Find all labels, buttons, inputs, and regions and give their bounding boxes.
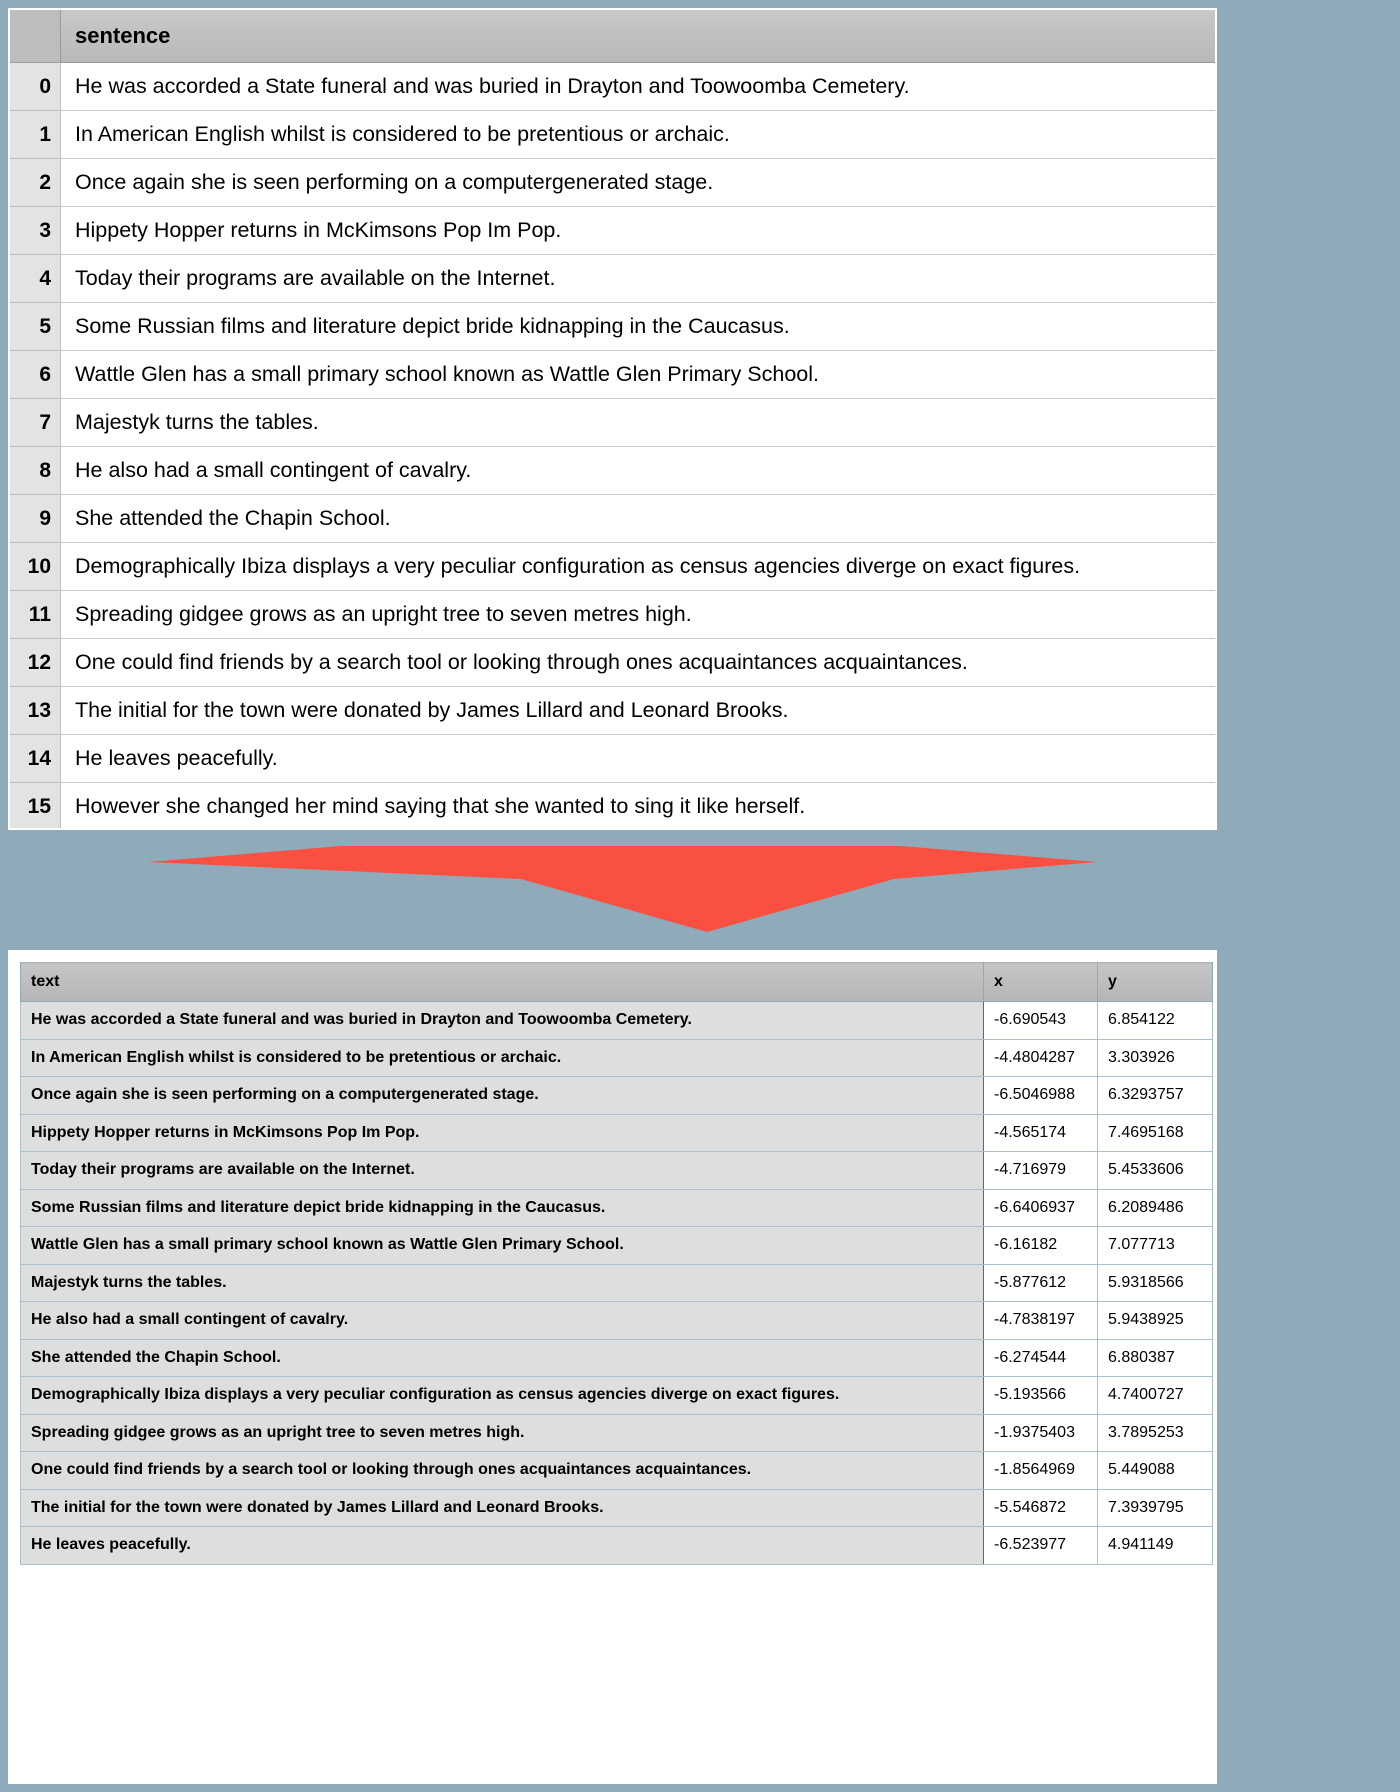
sentence-table-body: [10, 63, 1215, 831]
x-value-cell: -4.4804287: [984, 1039, 1098, 1077]
y-value-cell: 6.854122: [1098, 1002, 1213, 1040]
row-index: 9: [10, 495, 61, 543]
table-row: [21, 1227, 1213, 1265]
y-value-cell: 5.9438925: [1098, 1302, 1213, 1340]
row-index: 10: [10, 543, 61, 591]
text-cell: He was accorded a State funeral and was buried in Drayton and Toowoomba Cemetery.: [21, 1002, 984, 1040]
text-cell: She attended the Chapin School.: [21, 1339, 984, 1377]
coordinates-table-header: [21, 963, 1213, 1002]
y-value-cell: 7.077713: [1098, 1227, 1213, 1265]
sentence-cell: In American English whilst is considered to be pretentious or archaic.: [61, 111, 1216, 159]
text-cell: Spreading gidgee grows as an upright tree to seven metres high.: [21, 1414, 984, 1452]
sentence-cell: Once again she is seen performing on a computergenerated stage.: [61, 159, 1216, 207]
sentence-dataframe: [10, 10, 1215, 830]
x-value-cell: -5.877612: [984, 1264, 1098, 1302]
row-index: 7: [10, 399, 61, 447]
sentence-cell: Hippety Hopper returns in McKimsons Pop Im Pop.: [61, 207, 1216, 255]
y-value-cell: 7.4695168: [1098, 1114, 1213, 1152]
x-value-cell: -4.7838197: [984, 1302, 1098, 1340]
table-row: [10, 63, 1215, 111]
column-header-y: y: [1098, 963, 1213, 1002]
sentence-cell: Demographically Ibiza displays a very peculiar configuration as census agencies diverge on exact figures.: [61, 543, 1216, 591]
text-cell: Demographically Ibiza displays a very peculiar configuration as census agencies diverge on exact figures.: [21, 1377, 984, 1415]
sentence-table-header: [10, 10, 1215, 63]
table-row: [10, 447, 1215, 495]
y-value-cell: 5.449088: [1098, 1452, 1213, 1490]
x-value-cell: -6.5046988: [984, 1077, 1098, 1115]
sentence-cell: Spreading gidgee grows as an upright tree to seven metres high.: [61, 591, 1216, 639]
column-header-x: x: [984, 963, 1098, 1002]
down-arrow-icon: [0, 832, 1400, 944]
coordinates-table-body: [21, 1002, 1213, 1565]
sentence-cell: However she changed her mind saying that she wanted to sing it like herself.: [61, 783, 1216, 831]
y-value-cell: 4.941149: [1098, 1527, 1213, 1565]
y-value-cell: 4.7400727: [1098, 1377, 1213, 1415]
row-index: 12: [10, 639, 61, 687]
row-index: 4: [10, 255, 61, 303]
sentence-cell: Wattle Glen has a small primary school known as Wattle Glen Primary School.: [61, 351, 1216, 399]
table-row: [10, 591, 1215, 639]
y-value-cell: 7.3939795: [1098, 1489, 1213, 1527]
row-index: 13: [10, 687, 61, 735]
row-index: 0: [10, 63, 61, 111]
text-cell: Some Russian films and literature depict bride kidnapping in the Caucasus.: [21, 1189, 984, 1227]
table-row: [21, 1189, 1213, 1227]
arrow-region: [0, 832, 1400, 944]
down-arrow-shape: [148, 846, 1097, 932]
y-value-cell: 3.7895253: [1098, 1414, 1213, 1452]
table-row: [10, 207, 1215, 255]
table-header-row: [21, 963, 1213, 1002]
x-value-cell: -5.193566: [984, 1377, 1098, 1415]
sentence-cell: The initial for the town were donated by James Lillard and Leonard Brooks.: [61, 687, 1216, 735]
table-row: [10, 399, 1215, 447]
sentence-cell: He was accorded a State funeral and was buried in Drayton and Toowoomba Cemetery.: [61, 63, 1216, 111]
x-value-cell: -6.274544: [984, 1339, 1098, 1377]
row-index: 14: [10, 735, 61, 783]
table-row: [21, 1152, 1213, 1190]
column-header-sentence: sentence: [61, 10, 1216, 63]
x-value-cell: -6.6406937: [984, 1189, 1098, 1227]
x-value-cell: -4.716979: [984, 1152, 1098, 1190]
y-value-cell: 6.880387: [1098, 1339, 1213, 1377]
row-index: 15: [10, 783, 61, 831]
x-value-cell: -4.565174: [984, 1114, 1098, 1152]
sentence-cell: Majestyk turns the tables.: [61, 399, 1216, 447]
row-index: 8: [10, 447, 61, 495]
table-row: [10, 543, 1215, 591]
text-cell: Majestyk turns the tables.: [21, 1264, 984, 1302]
y-value-cell: 5.9318566: [1098, 1264, 1213, 1302]
x-value-cell: -6.690543: [984, 1002, 1098, 1040]
table-row: [21, 1264, 1213, 1302]
sentence-cell: She attended the Chapin School.: [61, 495, 1216, 543]
table-row: [10, 303, 1215, 351]
text-cell: In American English whilst is considered to be pretentious or archaic.: [21, 1039, 984, 1077]
y-value-cell: 6.3293757: [1098, 1077, 1213, 1115]
x-value-cell: -6.523977: [984, 1527, 1098, 1565]
table-row: [21, 1302, 1213, 1340]
x-value-cell: -5.546872: [984, 1489, 1098, 1527]
x-value-cell: -1.9375403: [984, 1414, 1098, 1452]
table-row: [21, 1002, 1213, 1040]
table-row: [10, 639, 1215, 687]
sentence-cell: He also had a small contingent of cavalry.: [61, 447, 1216, 495]
table-row: [21, 1527, 1213, 1565]
sentence-cell: He leaves peacefully.: [61, 735, 1216, 783]
row-index: 1: [10, 111, 61, 159]
table-row: [10, 783, 1215, 831]
x-value-cell: -1.8564969: [984, 1452, 1098, 1490]
text-cell: Wattle Glen has a small primary school known as Wattle Glen Primary School.: [21, 1227, 984, 1265]
y-value-cell: 5.4533606: [1098, 1152, 1213, 1190]
text-cell: Today their programs are available on the Internet.: [21, 1152, 984, 1190]
text-cell: Hippety Hopper returns in McKimsons Pop Im Pop.: [21, 1114, 984, 1152]
row-index: 6: [10, 351, 61, 399]
table-row: [21, 1339, 1213, 1377]
text-cell: The initial for the town were donated by James Lillard and Leonard Brooks.: [21, 1489, 984, 1527]
table-row: [21, 1414, 1213, 1452]
row-index: 3: [10, 207, 61, 255]
index-column-header: [10, 10, 61, 63]
table-row: [21, 1114, 1213, 1152]
text-cell: One could find friends by a search tool or looking through ones acquaintances acquaintances.: [21, 1452, 984, 1490]
table-row: [10, 687, 1215, 735]
text-cell: He leaves peacefully.: [21, 1527, 984, 1565]
row-index: 11: [10, 591, 61, 639]
table-row: [10, 351, 1215, 399]
sentence-table-panel: [8, 8, 1217, 830]
table-row: [10, 159, 1215, 207]
table-row: [21, 1377, 1213, 1415]
x-value-cell: -6.16182: [984, 1227, 1098, 1265]
table-row: [21, 1077, 1213, 1115]
sentence-cell: One could find friends by a search tool or looking through ones acquaintances acquaintances.: [61, 639, 1216, 687]
y-value-cell: 6.2089486: [1098, 1189, 1213, 1227]
table-row: [10, 111, 1215, 159]
text-cell: He also had a small contingent of cavalry.: [21, 1302, 984, 1340]
table-row: [10, 255, 1215, 303]
coordinates-table-panel: [8, 950, 1217, 1784]
table-header-row: [10, 10, 1215, 63]
table-row: [21, 1452, 1213, 1490]
table-row: [21, 1489, 1213, 1527]
column-header-text: text: [21, 963, 984, 1002]
sentence-cell: Today their programs are available on the Internet.: [61, 255, 1216, 303]
y-value-cell: 3.303926: [1098, 1039, 1213, 1077]
table-row: [10, 735, 1215, 783]
row-index: 2: [10, 159, 61, 207]
sentence-cell: Some Russian films and literature depict bride kidnapping in the Caucasus.: [61, 303, 1216, 351]
table-row: [10, 495, 1215, 543]
row-index: 5: [10, 303, 61, 351]
table-row: [21, 1039, 1213, 1077]
embedding-coordinates-table: [20, 962, 1213, 1565]
text-cell: Once again she is seen performing on a computergenerated stage.: [21, 1077, 984, 1115]
